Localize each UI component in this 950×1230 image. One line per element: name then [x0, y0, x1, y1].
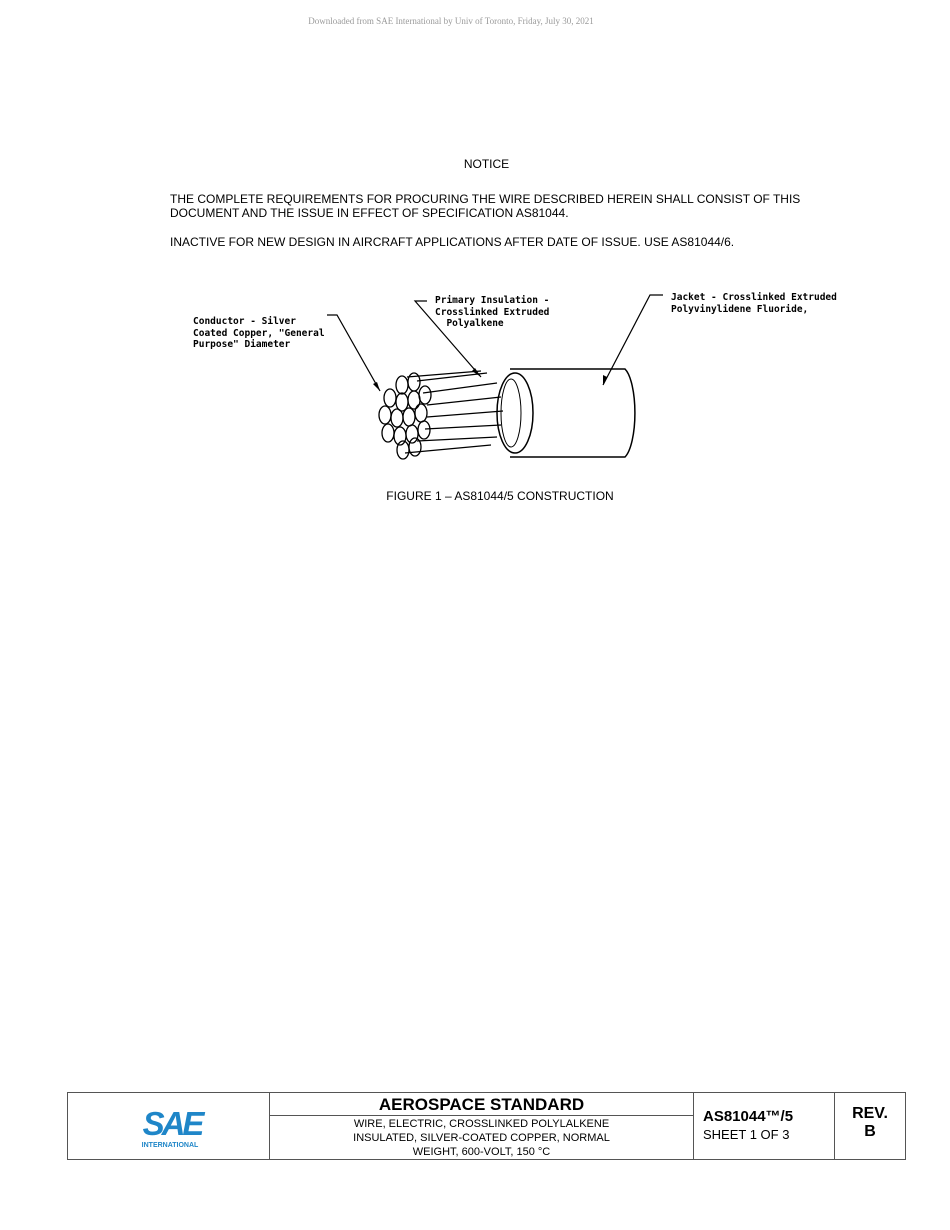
- notice-paragraph-inactive: INACTIVE FOR NEW DESIGN IN AIRCRAFT APPLICATIONS AFTER DATE OF ISSUE. USE AS81044/6.: [170, 235, 735, 249]
- insulation-end: [497, 373, 533, 453]
- jacket-outline: [510, 369, 635, 457]
- notice-title: NOTICE: [463, 157, 510, 171]
- figure-caption: FIGURE 1 – AS81044/5 CONSTRUCTION: [386, 489, 614, 503]
- revision-label: REV.: [852, 1105, 888, 1122]
- conductor-leader: [327, 315, 380, 391]
- sae-logo-text: SAE: [142, 1105, 202, 1142]
- description-line-1: WIRE, ELECTRIC, CROSSLINKED POLYLALKENE: [353, 1118, 610, 1130]
- title-cell: [270, 1093, 694, 1159]
- revision-cell: [835, 1093, 905, 1159]
- wire-construction-figure: [185, 285, 855, 465]
- strand-ends: [379, 373, 431, 459]
- sheet-number: SHEET 1 OF 3: [703, 1127, 790, 1142]
- title-block: [67, 1092, 906, 1160]
- description-line-2: INSULATED, SILVER-COATED COPPER, NORMAL: [353, 1132, 610, 1144]
- standard-title: AEROSPACE STANDARD: [270, 1093, 693, 1116]
- sae-logo-subtext: INTERNATIONAL: [141, 1142, 199, 1149]
- document-number: AS81044™/5: [703, 1108, 794, 1125]
- logo-cell: [68, 1093, 270, 1159]
- conductor-label: Conductor - Silver Coated Copper, "General Purpose" Diameter: [193, 316, 325, 350]
- download-watermark: Downloaded from SAE International by Univ of Toronto, Friday, July 30, 2021: [308, 16, 594, 26]
- standard-description: [270, 1116, 693, 1159]
- jacket-label: Jacket - Crosslinked Extruded Polyvinylidene Fluoride,: [671, 292, 837, 315]
- description-line-3: WEIGHT, 600-VOLT, 150 °C: [412, 1146, 551, 1158]
- notice-paragraph-requirements: THE COMPLETE REQUIREMENTS FOR PROCURING THE WIRE DESCRIBED HEREIN SHALL CONSIST OF THIS DOCUMENT AND THE ISSUE IN EFFECT OF SPECIFICATION AS81044.: [170, 192, 801, 220]
- revision-value: B: [864, 1123, 876, 1140]
- jacket-leader: [603, 295, 663, 385]
- sae-logo: [136, 1103, 208, 1151]
- document-number-cell: [694, 1093, 835, 1159]
- primary-insulation-label: Primary Insulation - Crosslinked Extruded Polyalkene: [435, 295, 550, 329]
